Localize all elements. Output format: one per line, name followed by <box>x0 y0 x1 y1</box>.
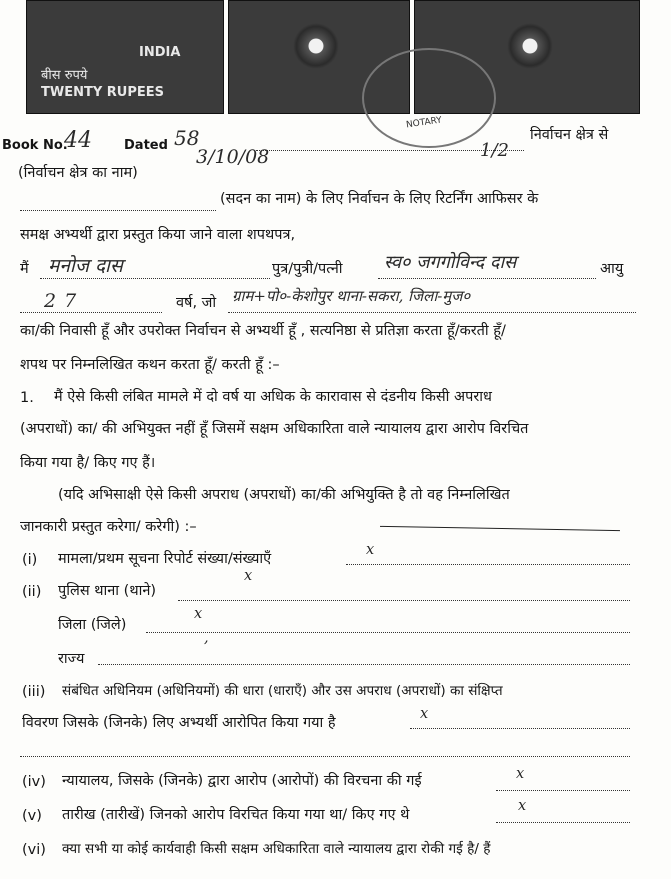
pen-stroke <box>380 526 620 531</box>
book-no-value: 44 <box>64 128 92 153</box>
clause-1-number: 1. <box>20 390 34 406</box>
item-i-label: मामला/प्रथम सूचना रिपोर्ट संख्या/संख्याएँ <box>58 551 272 567</box>
stamp-country: INDIA <box>139 45 181 60</box>
clause-1-line-3: किया गया है/ किए गए हैं। <box>20 455 156 471</box>
candidate-name: मनोज दास <box>48 255 123 277</box>
notary-seal <box>362 48 496 148</box>
item-vi-label: क्या सभी या कोई कार्यवाही किसी सक्षम अधिकारिता वाले न्यायालय द्वारा रोकी गई है/ हैं <box>62 841 491 857</box>
item-v-number: (v) <box>22 808 42 824</box>
item-ii-cross: x <box>244 568 253 584</box>
stamp-value-english: TWENTY RUPEES <box>41 85 164 100</box>
notary-seal-text: NOTARY <box>405 115 443 131</box>
item-v-line <box>496 822 630 823</box>
constituency-name-label: (निर्वाचन क्षेत्र का नाम) <box>18 165 138 181</box>
relation-label: पुत्र/पुत्री/पत्नी <box>272 261 343 277</box>
clause-1-note-1: (यदि अभिसाक्षी ऐसे किसी अपराध (अपराधों) का/की अभियुक्ति है तो वह निम्नलिखित <box>58 487 510 503</box>
affidavit-intro: समक्ष अभ्यर्थी द्वारा प्रस्तुत किया जाने वाला शपथपत्र, <box>20 227 296 243</box>
item-iv-label: न्यायालय, जिसके (जिनके) द्वारा आरोप (आरोपों) की विरचना की गई <box>62 773 422 789</box>
stamp-value-hindi: बीस रुपये <box>41 68 88 83</box>
years-label: वर्ष, जो <box>176 295 217 311</box>
item-i-line <box>346 564 630 565</box>
item-iv-number: (iv) <box>22 774 46 790</box>
item-iii-line-2 <box>20 756 630 757</box>
item-iii-cross: x <box>420 706 429 722</box>
candidate-name-line <box>40 278 270 279</box>
state-label: राज्य <box>58 651 85 667</box>
age-line <box>20 312 162 313</box>
date-value: 3/10/08 <box>196 146 270 168</box>
constituency-suffix: निर्वाचन क्षेत्र से <box>530 127 609 143</box>
item-ii-label: पुलिस थाना (थाने) <box>58 583 157 599</box>
dated-label: Dated <box>124 138 168 153</box>
house-name-line <box>20 210 216 211</box>
item-i-cross: x <box>366 542 375 558</box>
address-line <box>228 312 636 313</box>
item-iii-label-2: विवरण जिसके (जिनके) लिए अभ्यर्थी आरोपित किया गया है <box>22 715 336 731</box>
house-line-text: (सदन का नाम) के लिए निर्वाचन के लिए रिटर्निंग आफिसर के <box>220 191 539 207</box>
item-vi-number: (vi) <box>22 842 46 858</box>
item-iii-label: संबंधित अधिनियम (अधिनियमों) की धारा (धाराएँ) और उस अपराध (अपराधों) का संक्षिप्त <box>62 683 503 699</box>
page-fraction: 1/2 <box>480 140 509 161</box>
residence-declaration: का/की निवासी हूँ और उपरोक्त निर्वाचन से अभ्यर्थी हूँ , सत्यनिष्ठा से प्रतिज्ञा करता हूँ/करती हूँ/ <box>20 323 506 339</box>
book-no-label: Book No. <box>2 138 68 153</box>
serial-number: 58 <box>174 126 200 150</box>
state-line <box>98 664 630 665</box>
oath-statement: शपथ पर निम्नलिखित कथन करता हूँ/ करती हूँ :– <box>20 357 280 373</box>
father-name: स्व० जगगोविन्द दास <box>384 252 517 273</box>
item-v-cross: x <box>518 798 527 814</box>
item-ii-number: (ii) <box>22 584 42 600</box>
state-mark: , <box>204 630 209 646</box>
father-name-line <box>378 278 596 279</box>
clause-1-note-2: जानकारी प्रस्तुत करेगा/ करेगी) :– <box>20 519 197 535</box>
revenue-stamp-left <box>26 0 224 114</box>
i-prefix: मैं <box>20 261 29 277</box>
stamp-emblem <box>507 23 553 69</box>
stamp-emblem <box>293 23 339 69</box>
district-cross: x <box>194 606 203 622</box>
item-iii-line-1 <box>410 728 630 729</box>
item-i-number: (i) <box>22 552 38 568</box>
item-iv-cross: x <box>516 766 525 782</box>
item-iii-number: (iii) <box>22 684 46 700</box>
item-ii-line <box>178 600 630 601</box>
district-label: जिला (जिले) <box>58 617 127 633</box>
clause-1-line-2: (अपराधों) का/ की अभियुक्त नहीं हूँ जिसमें सक्षम अधिकारिता वाले न्यायालय द्वारा आरोप विरचित <box>20 421 529 437</box>
address-value: ग्राम+पो०-केशोपुर थाना-सकरा, जिला-मुज० <box>232 287 471 305</box>
age-value: 27 <box>44 290 85 312</box>
item-iv-line <box>496 790 630 791</box>
age-label: आयु <box>600 261 624 277</box>
item-v-label: तारीख (तारीखें) जिनको आरोप विरचित किया गया था/ किए गए थे <box>62 807 410 823</box>
clause-1-line-1: मैं ऐसे किसी लंबित मामले में दो वर्ष या अधिक के कारावास से दंडनीय किसी अपराध <box>54 389 492 405</box>
district-line <box>146 632 630 633</box>
